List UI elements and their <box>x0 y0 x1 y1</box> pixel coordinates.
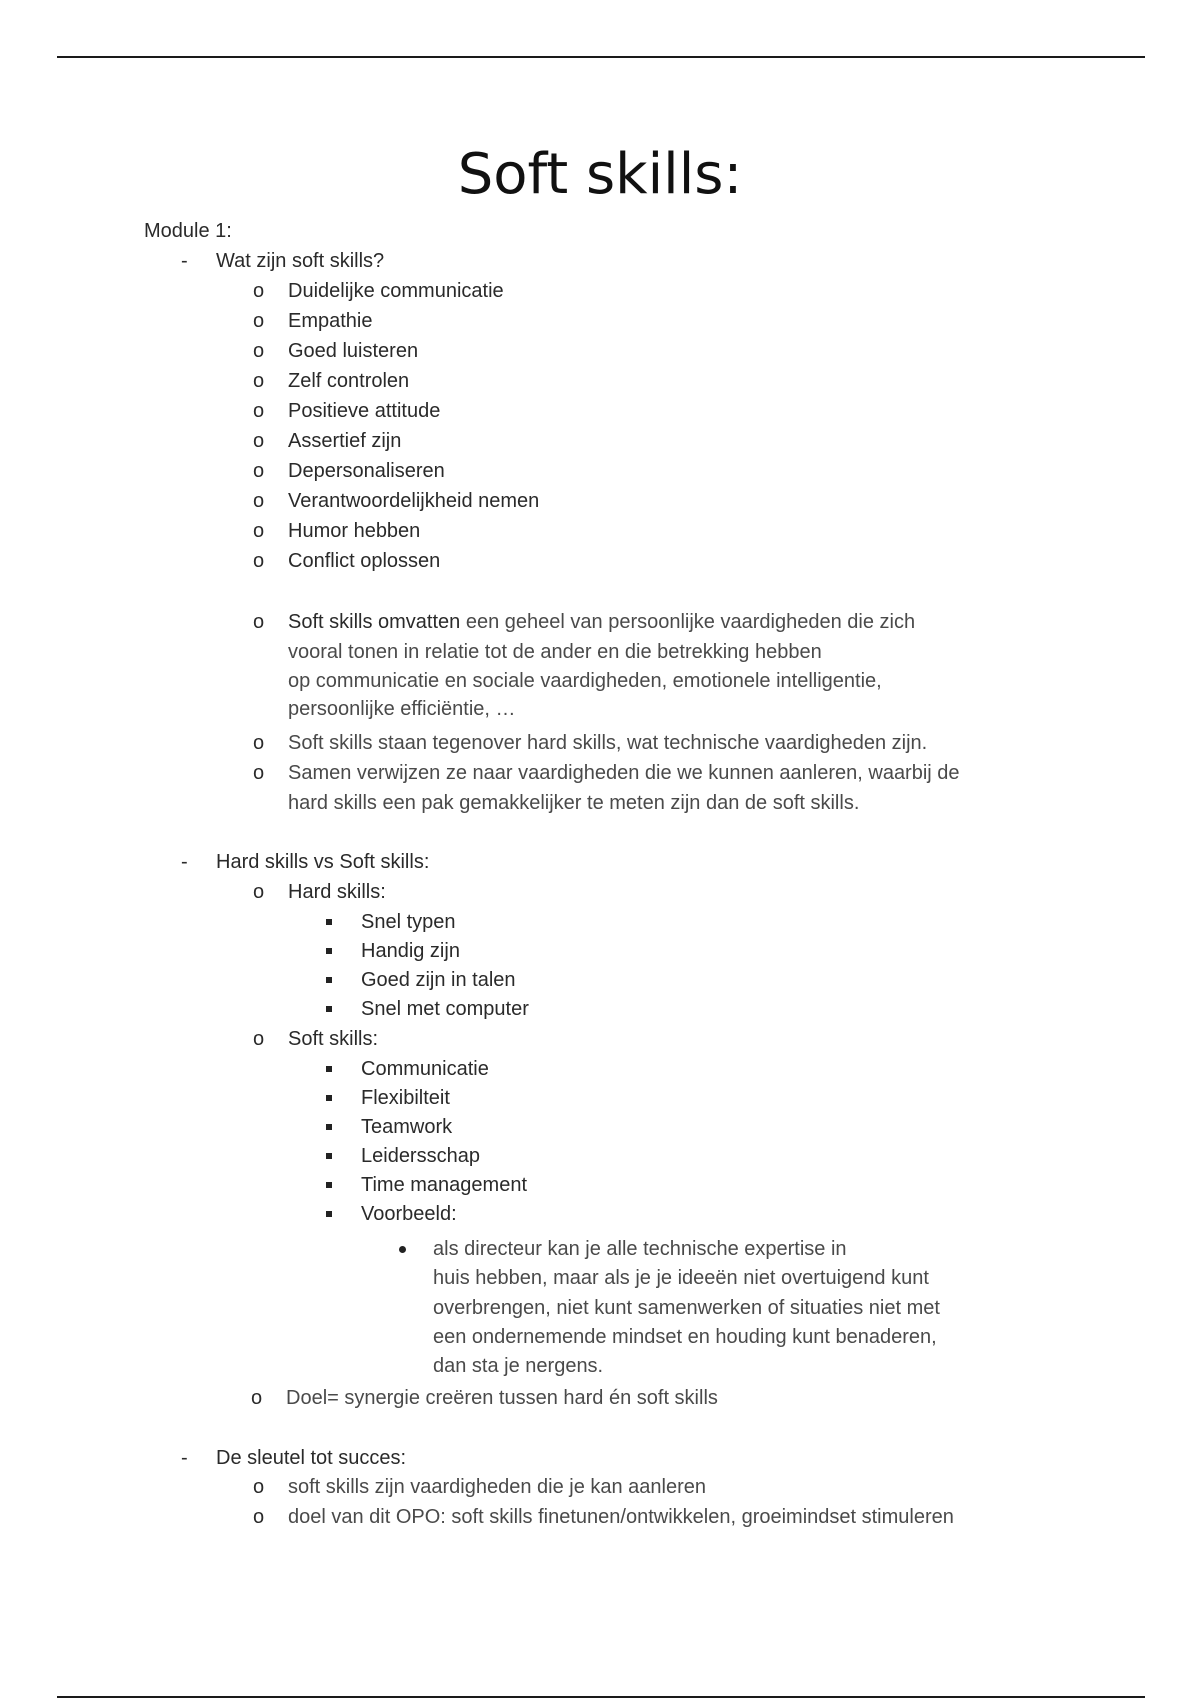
hard-skill-item: Snel met computer <box>361 998 529 1020</box>
list-item: Humor hebben <box>288 520 421 542</box>
hard-skill-item: Snel typen <box>361 911 456 933</box>
square-bullet <box>326 919 332 925</box>
example-line: dan sta je nergens. <box>433 1355 604 1377</box>
list-item: Positieve attitude <box>288 400 441 422</box>
list-item: Duidelijke communicatie <box>288 280 504 302</box>
list-item: soft skills zijn vaardigheden die je kan aanleren <box>288 1476 707 1498</box>
paragraph-lead: Soft skills omvatten <box>288 611 461 633</box>
header-rule <box>57 56 1145 58</box>
example-line: huis hebben, maar als je je ideeën niet overtuigend kunt <box>433 1267 929 1289</box>
soft-skills-label: Soft skills: <box>288 1028 379 1050</box>
square-bullet <box>326 948 332 954</box>
square-bullet <box>326 977 332 983</box>
list-item: Empathie <box>288 310 373 332</box>
circle-marker: o <box>253 520 265 542</box>
hard-skills-label: Hard skills: <box>288 881 386 903</box>
square-bullet <box>326 1153 332 1159</box>
dash-marker: - <box>181 851 188 873</box>
list-item: Zelf controlen <box>288 370 410 392</box>
section-heading-key-to-success: De sleutel tot succes: <box>216 1447 407 1469</box>
example-line: overbrengen, niet kunt samenwerken of situaties niet met <box>433 1297 940 1319</box>
paragraph-definition-line <box>288 607 915 637</box>
paragraph-continuation: een geheel van persoonlijke vaardigheden die zich <box>460 611 916 633</box>
soft-skill-item: Time management <box>361 1174 527 1196</box>
paragraph-definition-line: op communicatie en sociale vaardigheden, emotionele intelligentie, <box>288 670 882 692</box>
example-line: als directeur kan je alle technische expertise in <box>433 1238 847 1260</box>
circle-marker: o <box>253 881 265 903</box>
circle-marker: o <box>253 1028 265 1050</box>
example-line: een ondernemende mindset en houding kunt benaderen, <box>433 1326 937 1348</box>
dash-marker: - <box>181 250 188 272</box>
list-item: Depersonaliseren <box>288 460 445 482</box>
paragraph-definition-line: persoonlijke efficiëntie, … <box>288 698 516 720</box>
circle-marker: o <box>253 490 265 512</box>
circle-marker: o <box>253 550 265 572</box>
circle-marker: o <box>253 280 265 302</box>
paragraph-hard-vs-soft: Soft skills staan tegenover hard skills, wat technische vaardigheden zijn. <box>288 732 928 754</box>
soft-skill-item: Teamwork <box>361 1116 453 1138</box>
page-title: Soft skills: <box>457 142 743 207</box>
list-item: doel van dit OPO: soft skills finetunen/ontwikkelen, groeimindset stimuleren <box>288 1506 954 1528</box>
square-bullet <box>326 1095 332 1101</box>
soft-skill-item: Voorbeeld: <box>361 1203 457 1225</box>
square-bullet <box>326 1124 332 1130</box>
hard-skill-item: Handig zijn <box>361 940 460 962</box>
circle-marker: o <box>251 1387 263 1409</box>
list-item: Goed luisteren <box>288 340 419 362</box>
list-item: Assertief zijn <box>288 430 402 452</box>
list-item: Verantwoordelijkheid nemen <box>288 490 540 512</box>
soft-skill-item: Flexibilteit <box>361 1087 450 1109</box>
circle-marker: o <box>253 762 265 784</box>
square-bullet <box>326 1006 332 1012</box>
circle-marker: o <box>253 460 265 482</box>
paragraph-together-line: Samen verwijzen ze naar vaardigheden die we kunnen aanleren, waarbij de <box>288 762 960 784</box>
module-heading: Module 1: <box>144 220 232 242</box>
circle-marker: o <box>253 370 265 392</box>
circle-marker: o <box>253 400 265 422</box>
circle-marker: o <box>253 732 265 754</box>
square-bullet <box>326 1182 332 1188</box>
round-bullet <box>399 1246 406 1253</box>
paragraph-definition-line: vooral tonen in relatie tot de ander en die betrekking hebben <box>288 641 822 663</box>
circle-marker: o <box>253 1476 265 1498</box>
circle-marker: o <box>253 611 265 633</box>
paragraph-together-line: hard skills een pak gemakkelijker te meten zijn dan de soft skills. <box>288 792 860 814</box>
square-bullet <box>326 1211 332 1217</box>
circle-marker: o <box>253 1506 265 1528</box>
square-bullet <box>326 1066 332 1072</box>
footer-rule <box>57 1696 1145 1698</box>
soft-skill-item: Leidersschap <box>361 1145 480 1167</box>
circle-marker: o <box>253 430 265 452</box>
circle-marker: o <box>253 310 265 332</box>
soft-skill-item: Communicatie <box>361 1058 489 1080</box>
dash-marker: - <box>181 1447 188 1469</box>
section-heading-hard-vs-soft: Hard skills vs Soft skills: <box>216 851 430 873</box>
goal-line: Doel= synergie creëren tussen hard én soft skills <box>286 1387 718 1409</box>
hard-skill-item: Goed zijn in talen <box>361 969 516 991</box>
circle-marker: o <box>253 340 265 362</box>
list-item: Conflict oplossen <box>288 550 441 572</box>
section-heading-soft-skills: Wat zijn soft skills? <box>216 250 385 272</box>
